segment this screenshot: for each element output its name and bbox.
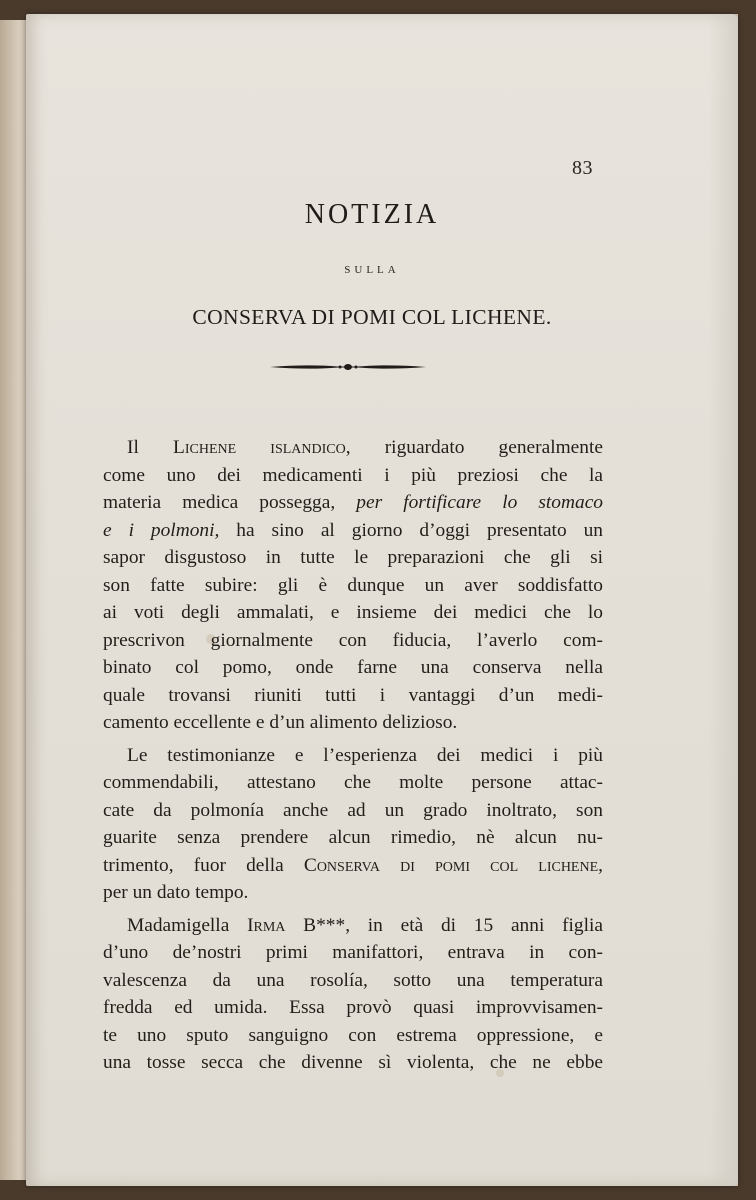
text-segment: ha sino al giorno d’oggi presentato un bbox=[219, 519, 603, 541]
text-segment: quale trovansi riuniti tutti i vantaggi d’un medi- bbox=[103, 684, 603, 706]
text-segment: materia medica possegga, bbox=[103, 492, 357, 513]
text-line bbox=[103, 709, 603, 737]
subtitle-main: CONSERVA DI POMI COL LICHENE. bbox=[192, 305, 552, 329]
text-line bbox=[103, 544, 603, 572]
text-segment: sapor disgustoso in tutte le preparazioni che gli si bbox=[103, 547, 603, 568]
text-segment: , bbox=[598, 854, 604, 876]
text-line bbox=[103, 1049, 603, 1077]
text-segment: prescrivon giornalmente con fiducia, l’averlo com- bbox=[103, 629, 603, 651]
text-segment: fredda ed umida. Essa provò quasi improvvisamen- bbox=[103, 997, 603, 1018]
text-line bbox=[103, 912, 603, 940]
text-segment: , riguardato generalmente bbox=[345, 437, 603, 458]
text-segment: guarite senza prendere alcun rimedio, nè alcun nu- bbox=[103, 827, 603, 848]
text-line bbox=[103, 824, 603, 852]
text-line bbox=[103, 967, 603, 995]
text-segment: d’uno de’nostri primi manifattori, entrava in con- bbox=[103, 942, 603, 963]
page-title: NOTIZIA bbox=[304, 199, 440, 230]
text-segment: trimento, fuor della bbox=[103, 854, 304, 876]
ornament-divider-icon bbox=[268, 360, 428, 374]
text-segment: commendabili, attestano che molte persone attac- bbox=[103, 772, 603, 793]
text-segment: valescenza da una rosolía, sotto una temperatura bbox=[103, 969, 603, 991]
text-segment: Irma bbox=[247, 914, 286, 936]
page-number: 83 bbox=[572, 157, 593, 179]
subtitle-preposition: SULLA bbox=[344, 264, 400, 276]
text-segment: Conserva di pomi col lichene bbox=[303, 854, 599, 876]
text-line bbox=[103, 462, 603, 490]
text-segment: cate da polmonía anche ad un grado inoltrato, son bbox=[103, 799, 603, 821]
text-line bbox=[103, 742, 603, 770]
text-segment: ai voti degli ammalati, e insieme dei medici che lo bbox=[103, 602, 603, 623]
text-segment: per fortificare lo stomaco bbox=[356, 492, 603, 513]
text-line bbox=[103, 939, 603, 967]
page-edge-shading bbox=[708, 14, 738, 1186]
text-line bbox=[103, 434, 603, 462]
text-line bbox=[103, 489, 603, 517]
text-segment: son fatte subire: gli è dunque un aver soddisfatto bbox=[103, 574, 603, 596]
text-line bbox=[103, 682, 603, 710]
text-line bbox=[103, 599, 603, 627]
text-segment: Madamigella bbox=[127, 914, 248, 936]
text-segment: camento eccellente e d’un alimento delizioso. bbox=[103, 712, 458, 733]
text-line bbox=[103, 769, 603, 797]
book-page bbox=[26, 14, 738, 1186]
text-line bbox=[103, 517, 603, 545]
text-line bbox=[103, 994, 603, 1022]
text-line bbox=[103, 879, 603, 907]
text-segment: come uno dei medicamenti i più preziosi che la bbox=[103, 464, 603, 486]
text-segment: B***, in età di 15 anni figlia bbox=[285, 914, 604, 936]
text-segment: Il bbox=[127, 437, 173, 458]
text-segment: Lichene islandico bbox=[172, 437, 346, 458]
text-segment: una tosse secca che divenne sì violenta, che ne ebbe bbox=[103, 1052, 603, 1073]
text-line bbox=[103, 852, 603, 880]
text-segment: e i polmoni, bbox=[103, 519, 220, 541]
text-segment: binato col pomo, onde farne una conserva nella bbox=[103, 657, 603, 678]
text-line bbox=[103, 572, 603, 600]
text-segment: te uno sputo sanguigno con estrema oppressione, e bbox=[103, 1024, 603, 1046]
text-line bbox=[103, 797, 603, 825]
text-line bbox=[103, 627, 603, 655]
article-body bbox=[103, 434, 603, 1077]
text-line bbox=[103, 1022, 603, 1050]
text-segment: Le testimonianze e l’esperienza dei medici i più bbox=[127, 744, 603, 766]
text-line bbox=[103, 654, 603, 682]
text-segment: per un dato tempo. bbox=[103, 882, 249, 903]
